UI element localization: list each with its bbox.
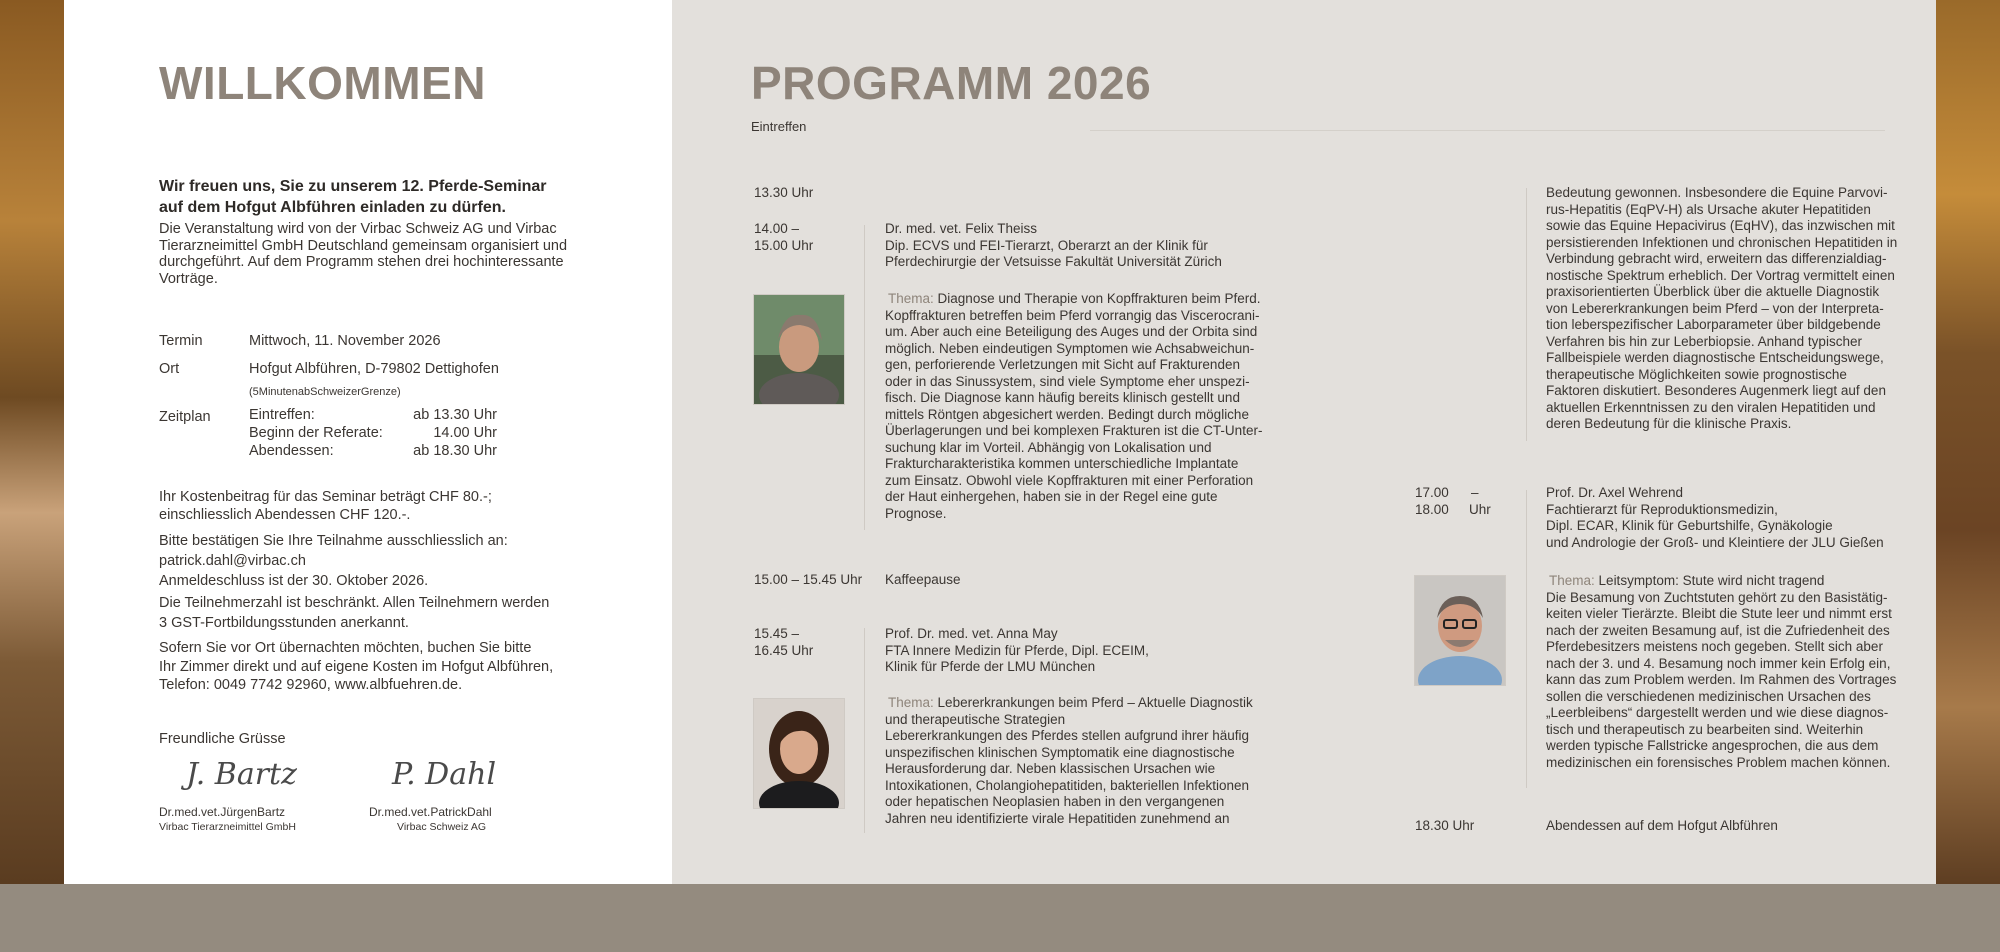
talk3-text-line: werden typische Fallstricke angesprochen, die aus dem xyxy=(1546,738,1879,753)
zeitplan-row xyxy=(249,443,497,461)
confirm-line: Bitte bestätigen Sie Ihre Teilnahme ausschliesslich an: xyxy=(159,533,508,549)
talk2-time-line: 15.45 – xyxy=(754,626,800,641)
talk1-text-line: zum Einsatz. Obwohl viele Kopffrakturen mit einer Perforation xyxy=(885,472,1254,488)
talk3-time-end: 18.00 xyxy=(1415,501,1449,517)
talk2-continued-line: persistierenden Infektionen und chronischen Hepatitiden in xyxy=(1546,234,1898,250)
zeitplan-row-value: ab 18.30 Uhr xyxy=(413,443,497,459)
talk1-text-line: möglich. Neben eindeutigen Symptomen wie Achsabweichun- xyxy=(885,340,1255,356)
talk1-text-line: suchung klar im Vorteil. Abhängig von Lokalisation und xyxy=(885,439,1212,455)
zeitplan-row xyxy=(249,407,497,425)
column-divider xyxy=(864,225,865,530)
hotel-info xyxy=(159,639,553,695)
talk2-text-line: unspezifischen klinischen Symptomatik eine diagnostische xyxy=(885,744,1235,760)
talk1-text-line: gen, perforierende Verletzungen mit Sicht auf Frakturenden xyxy=(885,357,1240,372)
talk2-continued-line: Verbindung gebracht wird, erweitern das differenzialdiag- xyxy=(1546,251,1887,266)
talk3-time-row xyxy=(1415,485,1515,502)
talk3-thema xyxy=(1546,573,1926,590)
talk1-text-line: Frakturcharakteristika kommen unterschiedliche Implantate xyxy=(885,456,1239,471)
talk3-speaker-line: Dipl. ECAR, Klinik für Geburtshilfe, Gynäkologie xyxy=(1546,518,1833,533)
zeitplan-list xyxy=(249,407,497,461)
talk3-text-line: nach der zweiten Besamung auf, ist die Zufriedenheit des xyxy=(1546,622,1890,638)
talk2-continued-line: therapeutische Möglichkeiten sowie prognostische xyxy=(1546,366,1847,382)
pause-time: 15.00 – 15.45 Uhr xyxy=(754,572,863,587)
talk2-continued-line: tion leberspezifischer Laborparameter über bildgebende xyxy=(1546,317,1881,332)
talk1-text-line: oder in das Sinussystem, sind viele Symptome eher unspezi- xyxy=(885,373,1250,389)
speaker-photo-may xyxy=(753,698,845,809)
talk3-time-dash: – xyxy=(1471,485,1479,500)
ort-value: Hofgut Albführen, D-79802 Dettighofen xyxy=(249,361,499,377)
talk1-text-line: Kopffrakturen betreffen beim Pferd vorrangig das Viscerocrani- xyxy=(885,307,1260,323)
talk1-time-line: 15.00 Uhr xyxy=(754,237,814,253)
talk3-speaker xyxy=(1546,485,1926,551)
talk3-thema-text: Leitsymptom: Stute wird nicht tragend xyxy=(1598,573,1825,588)
limit-line: Die Teilnehmerzahl ist beschränkt. Allen Teilnehmern werden xyxy=(159,595,550,611)
speaker-photo-wehrend xyxy=(1414,575,1506,686)
talk1-thema xyxy=(885,291,1275,308)
talk1-speaker xyxy=(885,221,1275,271)
talk2-continued-line: deren Bedeutung für die klinische Praxis. xyxy=(1546,416,1792,431)
talk2-text-line: Lebererkrankungen des Pferdes stellen aufgrund ihrer häufig xyxy=(885,728,1249,743)
program-title: PROGRAMM 2026 xyxy=(751,57,1152,109)
signer-name-dahl: Dr.med.vet.PatrickDahl xyxy=(369,805,492,819)
dinner-time: 18.30 Uhr xyxy=(1415,818,1475,833)
intro-text xyxy=(159,221,599,287)
talk2-speaker xyxy=(885,626,1275,676)
talk2-text-line: oder hepatischen Neoplasien haben in den vergangenen xyxy=(885,794,1225,809)
talk1-text-line: der Haut einhergehen, haben sie in der Regel eine gute xyxy=(885,489,1218,504)
talk2-text-line: Herausforderung dar. Neben klassischen Ursachen wie xyxy=(885,761,1216,776)
portrait-icon xyxy=(754,295,844,404)
talk2-continued-line: praxisorientierten Überblick über die aktuelle Diagnostik xyxy=(1546,284,1880,299)
talk2-continued-line: von Lebererkrankungen beim Pferd – von der Interpreta- xyxy=(1546,300,1884,316)
talk3-text-line: tisch und therapeutisch zu bearbeiten sind. Weiterhin xyxy=(1546,721,1864,737)
signer-name-bartz: Dr.med.vet.JürgenBartz xyxy=(159,805,286,819)
limit-line: 3 GST-Fortbildungsstunden anerkannt. xyxy=(159,615,409,631)
talk2-speaker-line: FTA Innere Medizin für Pferde, Dipl. ECEIM, xyxy=(885,642,1149,658)
talk1-thema-text: Diagnose und Therapie von Kopffrakturen beim Pferd. xyxy=(937,291,1261,306)
registration-deadline: Anmeldeschluss ist der 30. Oktober 2026. xyxy=(159,573,429,589)
portrait-icon xyxy=(754,699,844,808)
talk2-continued-line: sowie das Equine Hepacivirus (EqHV), das inzwischen mit xyxy=(1546,218,1895,233)
talk2-continued-line: Fallbeispiele werden diagnostische Entscheidungswege, xyxy=(1546,350,1884,365)
talk1-speaker-line: Dr. med. vet. Felix Theiss xyxy=(885,221,1038,236)
talk2-continued-line: aktuellen Erkenntnissen zu den viralen Hepatitiden und xyxy=(1546,399,1876,415)
autumn-horse-photo-left xyxy=(0,0,64,884)
talk1-speaker-line: Dip. ECVS und FEI-Tierarzt, Oberarzt an der Klinik für xyxy=(885,237,1208,253)
talk3-text-line: sollen die verschiedenen medizinischen Ursachen des xyxy=(1546,688,1871,704)
intro-bold xyxy=(159,176,599,218)
intro-bold-line: auf dem Hofgut Albführen einladen zu dürfen. xyxy=(159,199,506,216)
hotel-line: Telefon: 0049 7742 92960, www.albfuehren.de. xyxy=(159,677,463,693)
hotel-line: Ihr Zimmer direkt und auf eigene Kosten im Hofgut Albführen, xyxy=(159,658,554,675)
zeitplan-row xyxy=(249,425,497,443)
talk3-text-line: „Leerbleibens“ dargestellt werden und wie diese diagnos- xyxy=(1546,705,1889,720)
intro-bold-line: Wir freuen uns, Sie zu unserem 12. Pferde-Seminar xyxy=(159,178,547,195)
talk1-text-line: um. Aber auch eine Beteiligung des Auges und der Orbita sind xyxy=(885,324,1258,339)
talk3-time xyxy=(1415,485,1515,518)
confirm-info xyxy=(159,531,508,571)
zeitplan-label: Zeitplan xyxy=(159,409,211,425)
talk1-text-line: Prognose. xyxy=(885,505,947,521)
signature-dahl: P. Dahl xyxy=(392,757,497,792)
contact-email[interactable]: patrick.dahl@virbac.ch xyxy=(159,553,306,569)
talk2-speaker-line: Prof. Dr. med. vet. Anna May xyxy=(885,626,1058,641)
column-divider xyxy=(864,628,865,833)
talk3-text-line: kann das zum Problem werden. Im Rahmen des Vortrages xyxy=(1546,672,1897,687)
ort-note: (5MinutenabSchweizerGrenze) xyxy=(249,386,401,398)
talk1-speaker-line: Pferdechirurgie der Vetsuisse Fakultät Universität Zürich xyxy=(885,254,1222,269)
talk2-time xyxy=(754,626,813,659)
talk2-thema xyxy=(885,695,1285,712)
title-underline xyxy=(1090,130,1885,131)
talk2-continued-line: Bedeutung gewonnen. Insbesondere die Equine Parvovi- xyxy=(1546,185,1888,200)
talk3-speaker-line: Prof. Dr. Axel Wehrend xyxy=(1546,485,1684,500)
participant-limit xyxy=(159,593,549,633)
footer-band xyxy=(0,884,2000,952)
talk1-time xyxy=(754,221,813,254)
welcome-title: WILLKOMMEN xyxy=(159,57,486,109)
talk2-continued-line: Verfahren bis hin zur Leberbiopsie. Anhand typischer xyxy=(1546,333,1862,349)
column-divider xyxy=(1526,490,1527,788)
hotel-line: Sofern Sie vor Ort übernachten möchten, buchen Sie bitte xyxy=(159,640,532,656)
zeitplan-row-label: Beginn der Referate: xyxy=(249,425,383,441)
talk2-thema-text: Lebererkrankungen beim Pferd – Aktuelle Diagnostik xyxy=(937,695,1253,710)
talk2-time-line: 16.45 Uhr xyxy=(754,642,814,658)
cost-line: einschliesslich Abendessen CHF 120.-. xyxy=(159,507,411,523)
talk1-text-line: fisch. Die Diagnose kann häufig bereits klinisch gestellt und xyxy=(885,390,1240,405)
talk2-text-line: Intoxikationen, Cholangiohepatitiden, bakteriellen Infektionen xyxy=(885,777,1250,793)
intro-line: Die Veranstaltung wird von der Virbac Schweiz AG und Virbac xyxy=(159,221,557,237)
talk3-text-line: medizinischen ein forensisches Problem machen können. xyxy=(1546,754,1891,770)
talk3-speaker-line: und Andrologie der Groß- und Kleintiere der JLU Gießen xyxy=(1546,534,1884,550)
intro-line: Tierarzneimittel GmbH Deutschland gemeinsam organisiert und xyxy=(159,237,568,254)
talk2-thema-text: und therapeutische Strategien xyxy=(885,711,1066,727)
talk3-time-row xyxy=(1415,502,1515,519)
talk2-text-line: Jahren neu identifizierte virale Hepatitiden zunehmend an xyxy=(885,810,1230,826)
arrival-label: Eintreffen xyxy=(751,119,807,134)
talk3-abstract xyxy=(1546,573,1926,771)
zeitplan-row-label: Abendessen: xyxy=(249,443,334,459)
signature-bartz: J. Bartz xyxy=(186,757,297,792)
cost-line: Ihr Kostenbeitrag für das Seminar beträgt CHF 80.-; xyxy=(159,489,492,505)
speaker-photo-theiss xyxy=(753,294,845,405)
talk3-text-line: Pferdebesitzers meistens noch gegeben. Stellt sich aber xyxy=(1546,639,1883,654)
termin-value: Mittwoch, 11. November 2026 xyxy=(249,333,441,349)
zeitplan-row-value: 14.00 Uhr xyxy=(433,425,497,441)
portrait-icon xyxy=(1415,576,1505,685)
talk2-continued-line: nostische Spektrum erheblich. Der Vortrag vermittelt einen xyxy=(1546,267,1895,283)
dinner-label: Abendessen auf dem Hofgut Albführen xyxy=(1546,818,1778,833)
column-divider xyxy=(1526,188,1527,441)
zeitplan-row-label: Eintreffen: xyxy=(249,407,315,423)
pause-label: Kaffeepause xyxy=(885,572,961,587)
talk2-abstract xyxy=(885,695,1285,827)
talk1-time-line: 14.00 – xyxy=(754,221,800,236)
talk3-text-line: Die Besamung von Zuchtstuten gehört zu den Basistätig- xyxy=(1546,589,1888,605)
zeitplan-row-value: ab 13.30 Uhr xyxy=(413,407,497,423)
thema-label: Thema: xyxy=(1549,573,1595,588)
autumn-horse-photo-right xyxy=(1936,0,2000,884)
talk1-text-line: Überlagerungen und bei komplexen Frakturen ist die CT-Unter- xyxy=(885,423,1263,438)
intro-line: durchgeführt. Auf dem Programm stehen drei hochinteressante xyxy=(159,254,564,270)
talk3-text-line: nach der 3. und 4. Besamung noch immer kein Erfolg ein, xyxy=(1546,655,1891,671)
talk3-text-line: keiten vieler Tierärzte. Bleibt die Stute leer und nimmt erst xyxy=(1546,606,1892,621)
greeting: Freundliche Grüsse xyxy=(159,731,286,747)
intro-line: Vorträge. xyxy=(159,270,218,287)
termin-label: Termin xyxy=(159,333,203,349)
talk3-time-start: 17.00 xyxy=(1415,485,1449,500)
signer-org-dahl: Virbac Schweiz AG xyxy=(397,821,487,833)
talk2-continued-line: rus-Hepatitis (EqPV-H) als Ursache akuter Hepatitiden xyxy=(1546,201,1871,217)
talk2-continued-line: Faktoren diskutiert. Besonderes Augenmerk liegt auf den xyxy=(1546,383,1886,398)
thema-label: Thema: xyxy=(888,291,934,306)
ort-label: Ort xyxy=(159,361,180,377)
talk1-text-line: mittels Röntgen abgesichert werden. Bedingt durch mögliche xyxy=(885,406,1249,422)
talk1-abstract xyxy=(885,291,1275,522)
talk2-speaker-line: Klinik für Pferde der LMU München xyxy=(885,659,1096,674)
talk3-speaker-line: Fachtierarzt für Reproduktionsmedizin, xyxy=(1546,501,1778,517)
arrival-time: 13.30 Uhr xyxy=(754,185,814,200)
talk3-time-unit: Uhr xyxy=(1469,501,1491,517)
cost-info xyxy=(159,488,492,524)
signer-org-bartz: Virbac Tierarzneimittel GmbH xyxy=(159,821,296,833)
thema-label: Thema: xyxy=(888,695,934,710)
talk2-continued xyxy=(1546,185,1912,433)
